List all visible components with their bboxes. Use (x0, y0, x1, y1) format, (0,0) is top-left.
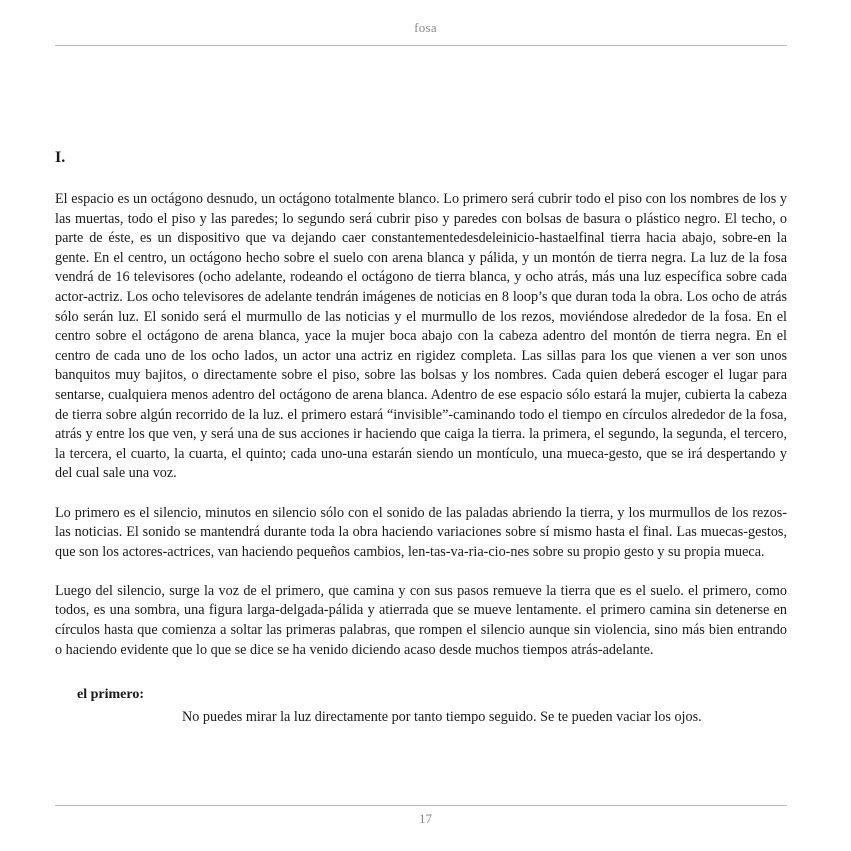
paragraph-3: Luego del silencio, surge la voz de el primero, que camina y con sus pasos remueve la tierra que es el suelo. el primero, como todos, es una sombra, una figura larga-delgada-pálida y atierrada que se mueve lentamente. el primero camina sin detenerse en círculos hasta que comienza a soltar las primeras palabras, que rompen el silencio aunque sin violencia, sino más bien entrando o haciendo evidente que lo que se dice se ha venido diciendo acaso desde muchos tiempos atrás-adelante. (55, 582, 787, 658)
section-heading: I. (55, 149, 66, 166)
paragraph-1: El espacio es un octágono desnudo, un octágono totalmente blanco. Lo primero será cubrir todo el piso con los nombres de los y las muertas, todo el piso y las paredes; lo segundo será cubrir piso y paredes con bolsas de basura o plástico negro. El techo, o parte de éste, es un dispositivo que va dejando caer constantementedesdeleinicio-hastaelfinal tierra hacia abajo, sobre-en la gente. En el centro, un octágono hecho sobre el suelo con arena blanca y pálida, y un montón de tierra negra. La luz de la fosa vendrá de 16 televisores (ocho adelante, rodeando el octágono de tierra blanca, y ocho atrás, más una luz específica sobre cada actor-actriz. Los ocho televisores de adelante tendrán imágenes de noticias en 8 loop’s que duran toda la obra. Los ocho de atrás sólo serán luz. El sonido será el murmullo de las noticias y el murmullo de los rezos, moviéndose alrededor de la fosa. En el centro sobre el octágono de arena blanca, yace la mujer boca abajo con la cabeza adentro del montón de tierra negra. En el centro de cada uno de los ocho lados, un actor una actriz en rigidez completa. Las sillas para los que vienen a ver son unos banquitos muy bajitos, o directamente sobre el piso, sobre las bolsas y los nombres. Cada quien deberá escoger el lugar para sentarse, cualquiera menos adentro del octágono de arena blanca. Adentro de ese espacio sólo estará la mujer, cubierta la cabeza de tierra sobre algún recorrido de la luz. el primero estará “invisible”-caminando todo el tiempo en círculos alrededor de la fosa, atrás y entre los que ven, y será una de sus acciones ir haciendo que caiga la tierra. la primera, el segundo, la segunda, el tercero, la tercera, el cuarto, la cuarta, el quinto; cada uno-una estarán siendo un montículo, una mueca-gesto, que se irá despertando y del cual sale una voz. (55, 191, 787, 482)
page-number: 17 (419, 811, 432, 826)
speech-line: No puedes mirar la luz directamente por tanto tiempo seguido. Se te pueden vaciar los ojos. (182, 709, 702, 726)
header-rule (55, 45, 787, 46)
page-body (55, 148, 787, 728)
paragraph-2: Lo primero es el silencio, minutos en silencio sólo con el sonido de las paladas abriendo la tierra, y los murmullos de los rezos-las noticias. El sonido se mantendrá durante toda la obra haciendo variaciones sobre sí mismo hasta el final. Las muecas-gestos, que son los actores-actrices, van haciendo pequeños cambios, len-tas-va-ria-cio-nes sobre su propio gesto y su propia mueca. (55, 504, 787, 560)
footer-rule (55, 805, 787, 806)
running-head: fosa (414, 20, 437, 35)
speaker-name: el primero: (77, 687, 144, 703)
